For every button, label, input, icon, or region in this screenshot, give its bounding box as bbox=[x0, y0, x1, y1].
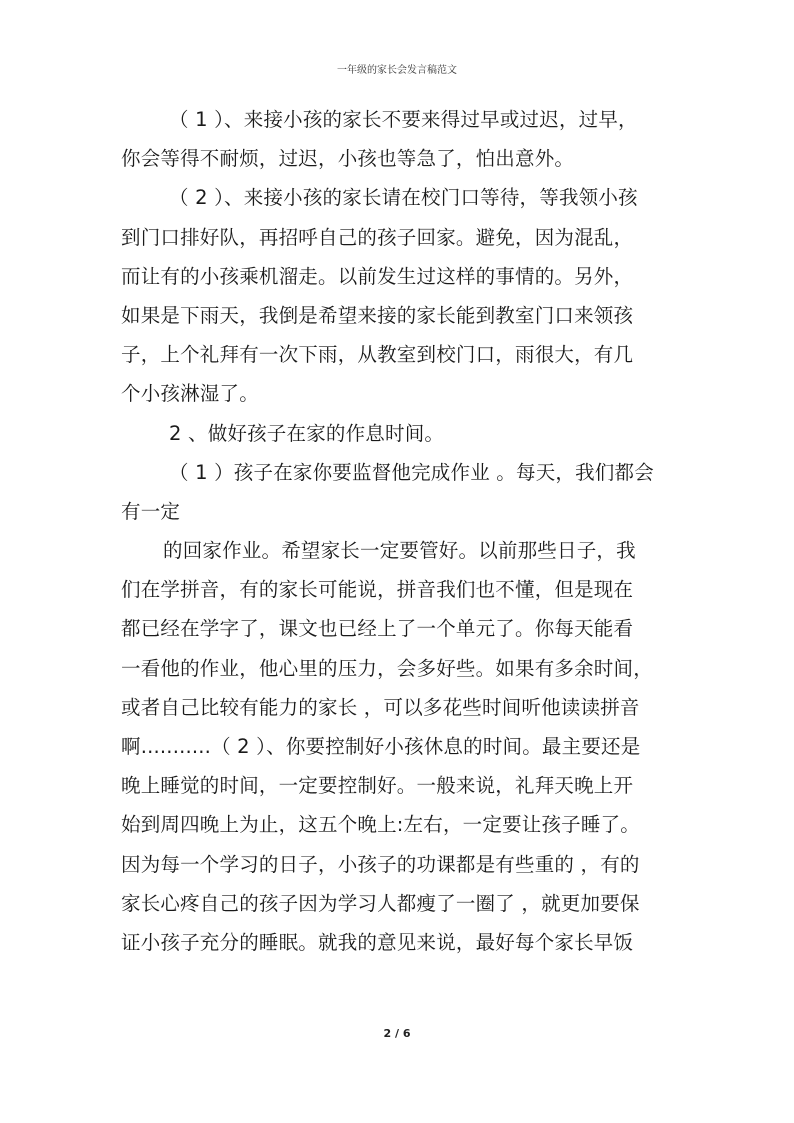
text-line: 到门口排好队，再招呼自己的孩子回家。避免，因为混乱， bbox=[121, 225, 634, 249]
text-line: 都已经在学字了，课文也已经上了一个单元了。你每天能看 bbox=[121, 617, 634, 641]
text-line: 的回家作业。希望家长一定要管好。以前那些日子，我 bbox=[163, 539, 636, 563]
text-line: 子，上个礼拜有一次下雨，从教室到校门口，雨很大，有几 bbox=[121, 343, 634, 367]
text-line: 个小孩淋湿了。 bbox=[121, 382, 259, 406]
text-line: 们在学拼音，有的家长可能说，拼音我们也不懂，但是现在 bbox=[121, 578, 634, 602]
text-line: 证小孩子充分的睡眠。就我的意见来说，最好每个家长早饭 bbox=[121, 930, 634, 954]
text-line: 啊...........（ 2 ）、你要控制好小孩休息的时间。最主要还是 bbox=[121, 735, 641, 758]
text-line: （ 2 ）、来接小孩的家长请在校门口等待，等我领小孩 bbox=[169, 186, 638, 210]
text-line: 有一定 bbox=[121, 499, 181, 523]
text-line: 一看他的作业，他心里的压力，会多好些。如果有多余时间， bbox=[121, 656, 653, 680]
page-header: 一年级的家长会发言稿范文 bbox=[337, 65, 457, 76]
text-line: 因为每一个学习的日子，小孩子的功课都是有些重的 ，有的 bbox=[121, 852, 640, 876]
document-body bbox=[121, 100, 691, 962]
text-line: 或者自己比较有能力的家长 ，可以多花些时间听他读读拼音 bbox=[121, 695, 640, 719]
text-line: （ 1 ）、来接小孩的家长不要来得过早或过迟，过早， bbox=[169, 108, 638, 131]
text-line: 而让有的小孩乘机溜走。以前发生过这样的事情的。另外， bbox=[121, 264, 634, 288]
section-heading: 2 、做好孩子在家的作息时间。 bbox=[169, 421, 445, 445]
text-line: 晚上睡觉的时间，一定要控制好。一般来说，礼拜天晚上开 bbox=[121, 774, 634, 798]
text-line: （ 1 ）孩子在家你要监督他完成作业 。每天，我们都会 bbox=[169, 460, 654, 484]
text-line: 你会等得不耐烦，过迟，小孩也等急了，怕出意外。 bbox=[121, 147, 575, 171]
text-line: 家长心疼自己的孩子因为学习人都瘦了一圈了 ，就更加要保 bbox=[121, 891, 640, 915]
page-number: 2 / 6 bbox=[383, 1027, 411, 1040]
text-line: 始到周四晚上为止，这五个晚上:左右，一定要让孩子睡了。 bbox=[121, 813, 640, 837]
text-line: 如果是下雨天，我倒是希望来接的家长能到教室门口来领孩 bbox=[121, 303, 634, 327]
